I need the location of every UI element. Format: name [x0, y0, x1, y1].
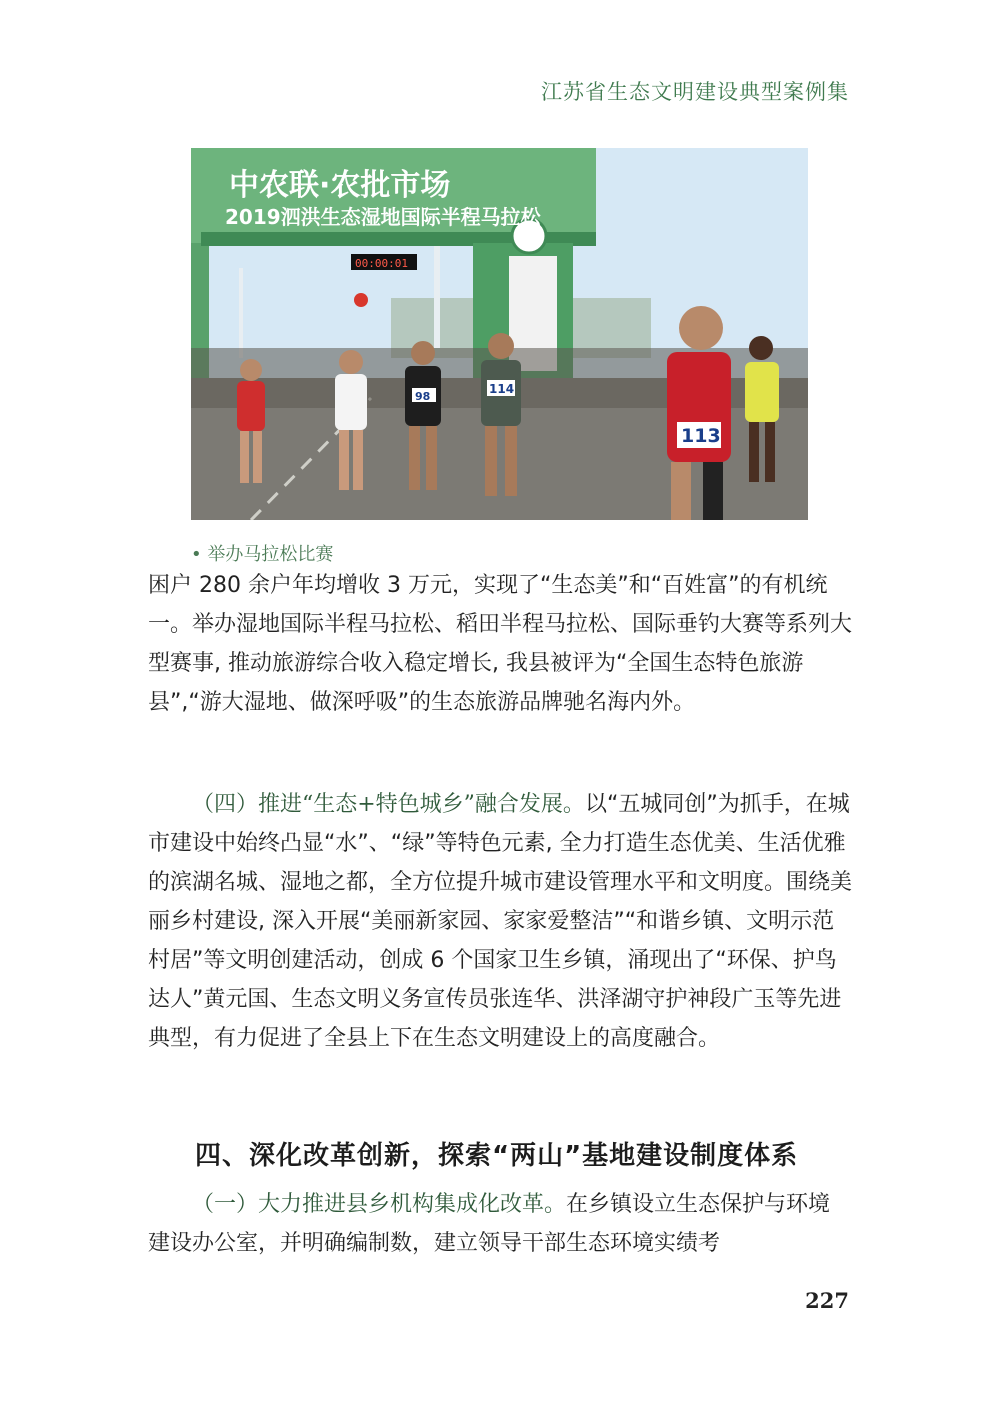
paragraph-1-text: 困户 280 余户年均增收 3 万元，实现了“生态美”和“百姓富”的有机统一。举办湿地国际半程马拉松、稻田半程马拉松、国际垂钓大赛等系列大型赛事, 推动旅游综合收入稳定增长, 我县被评为“全国生态特色旅游县”,“游大湿地、做深呼吸”的生态旅游品牌驰名海内外。: [148, 573, 853, 715]
paragraph-3: [148, 1185, 852, 1263]
paragraph-3-lead: （一）大力推进县乡机构集成化改革。: [192, 1192, 567, 1217]
paragraph-2: [148, 785, 852, 1058]
arch-line-1: 中农联·农批市场: [229, 168, 451, 203]
marathon-illustration: [191, 148, 808, 520]
paragraph-1: [148, 566, 852, 722]
page-number: 227: [805, 1288, 849, 1313]
figure-caption: • 举办马拉松比赛: [191, 544, 334, 565]
marathon-photo: [191, 148, 808, 520]
paragraph-2-body: 以“五城同创”为抓手，在城市建设中始终凸显“水”、“绿”等特色元素, 全力打造生态优美、生活优雅的滨湖名城、湿地之都，全方位提升城市建设管理水平和文明度。围绕美丽乡村建设, 深入开展“美丽新家园、家家爱整洁”“和谐乡镇、文明示范村居”等文明创建活动，创成 6 个国家卫生乡镇，涌现出了“环保、护鸟达人”黄元国、生态文明义务宣传员张连华、洪泽湖守护神段广玉等先进典型，有力促进了全县上下在生态文明建设上的高度融合。: [148, 792, 853, 1051]
section-heading: 四、深化改革创新，探索“两山”基地建设制度体系: [195, 1141, 799, 1171]
race-clock: 00:00:01: [355, 257, 408, 270]
bib-center-left: 98: [415, 390, 431, 403]
paragraph-2-lead: （四）推进“生态+特色城乡”融合发展。: [192, 792, 585, 817]
paragraph-3-body: 在乡镇设立生态保护与环境建设办公室，并明确编制数，建立领导干部生态环境实绩考: [148, 1192, 831, 1256]
bib-front: 113: [681, 425, 721, 447]
arch-line-2: 2019泗洪生态湿地国际半程马拉松: [225, 205, 541, 229]
bib-center: 114: [489, 382, 515, 396]
running-head: 江苏省生态文明建设典型案例集: [541, 80, 849, 104]
